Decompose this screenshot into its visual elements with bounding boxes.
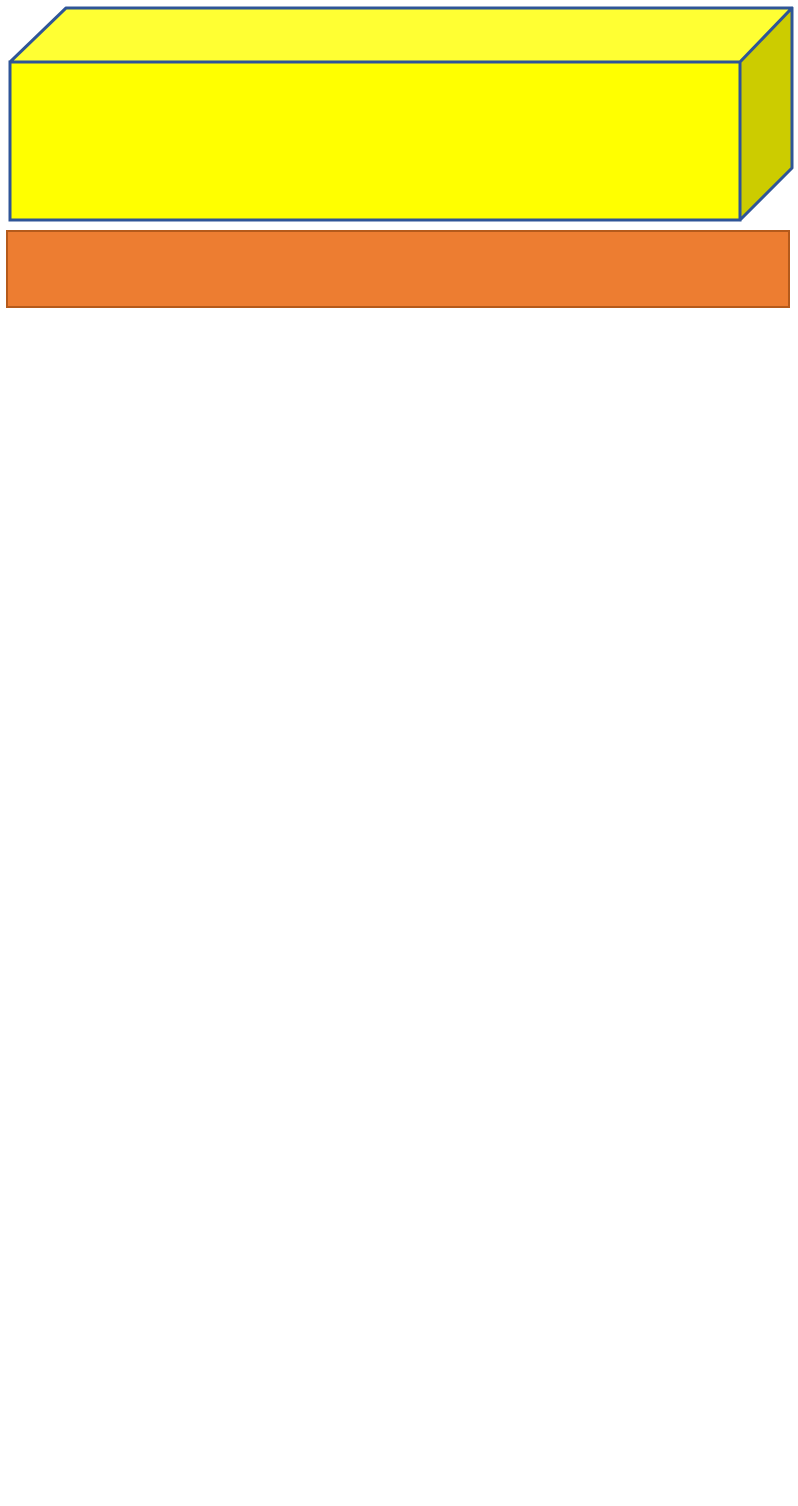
title-box-top-face [10, 8, 792, 62]
paragraph-spacer [10, 378, 786, 430]
page-title [12, 62, 738, 218]
paragraph-noun-usage [10, 430, 786, 482]
solution-text [10, 326, 786, 481]
solution-banner [6, 230, 790, 308]
paragraph-noun-characteristics [10, 326, 786, 378]
